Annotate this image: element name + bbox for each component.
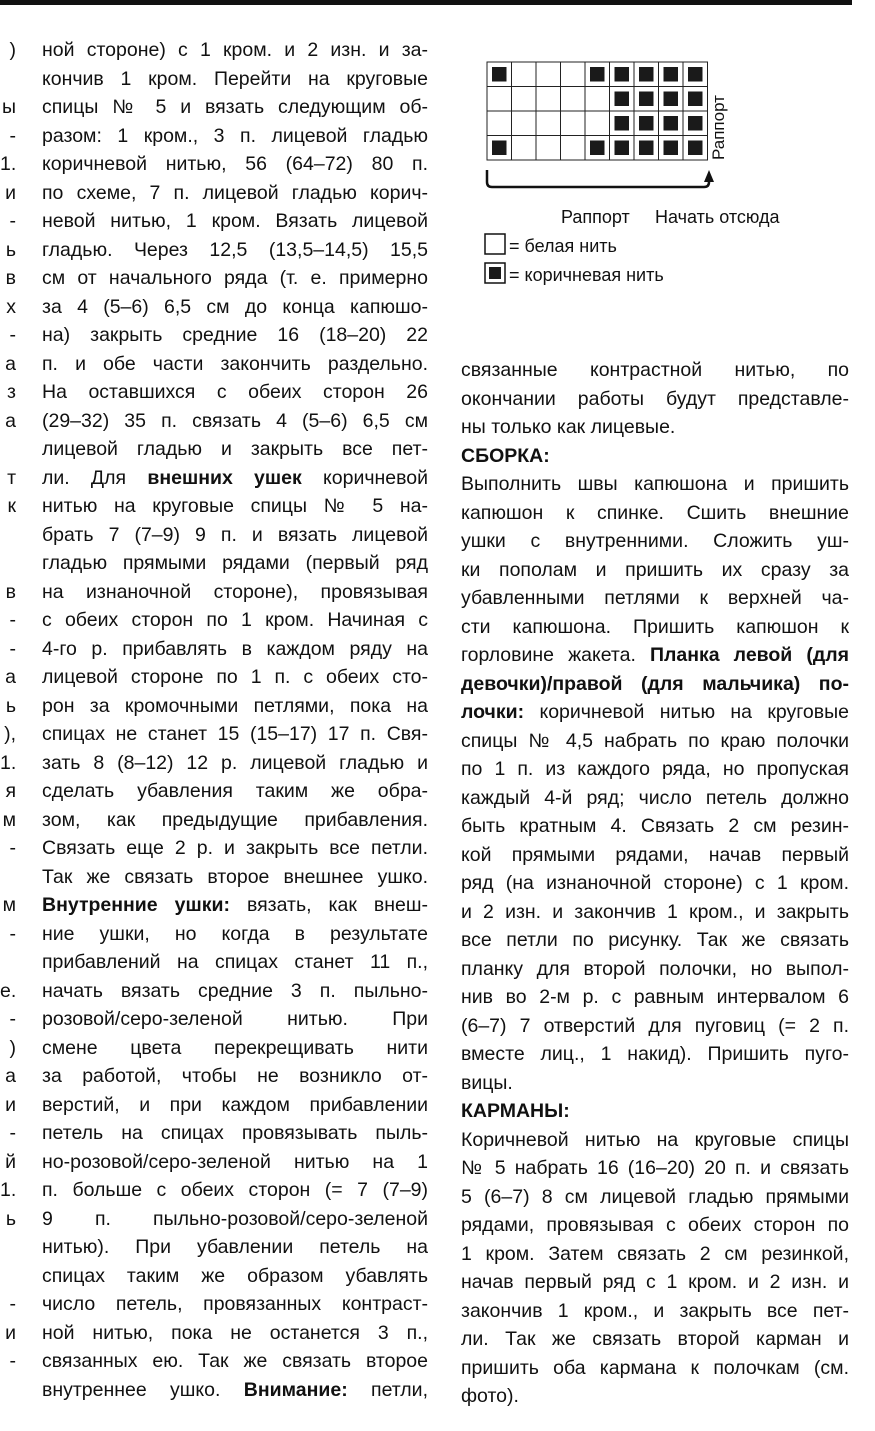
chart-stitch-brown <box>590 141 605 156</box>
text-line: рон за кромочными петлями, пока на <box>42 694 428 717</box>
left-fragment: - <box>9 210 16 232</box>
text-line: каждый 4-й ряд; число петель должно <box>461 786 849 809</box>
text-line: Коричневой нитью на круговые спицы <box>461 1128 849 1151</box>
chart-cell <box>561 111 586 136</box>
text-line: кой прямыми рядами, начав первый <box>461 843 849 866</box>
text-line: ряд (на изнаночной стороне) с 1 кром. <box>461 872 849 894</box>
left-fragment: - <box>9 324 16 346</box>
chart-cell <box>512 62 537 87</box>
left-fragment: - <box>9 1350 16 1372</box>
left-fragment: - <box>9 124 16 147</box>
chart-stitch-brown <box>688 92 703 107</box>
left-fragment: в <box>5 580 16 603</box>
left-fragment: и <box>5 1093 16 1116</box>
text-line: спицы № 5 и вязать следующим об- <box>42 96 428 118</box>
left-fragment: ь <box>5 694 16 717</box>
left-fragment: з <box>7 381 16 403</box>
start-arrow-icon <box>704 170 714 182</box>
left-fragment: ь <box>5 238 16 261</box>
text-line: разом: 1 кром., 3 п. лицевой гладью <box>42 124 428 147</box>
text-line: (6–7) 7 отверстий для пуговиц (= 2 п. <box>461 1014 849 1037</box>
chart-stitch-brown <box>492 141 507 156</box>
text-line: все петли по рисунку. Так же связать <box>461 929 849 951</box>
text-line: Выполнить швы капюшона и пришить <box>461 473 849 495</box>
chart-cell <box>487 111 512 136</box>
chart-cell <box>585 111 610 136</box>
left-fragment: - <box>9 637 16 660</box>
text-line: 1 кром. Затем связать 2 см резинкой, <box>461 1242 849 1265</box>
text-line: спицах таким же образом убавлять <box>42 1264 428 1287</box>
text-line: коричневой нитью, 56 (64–72) 80 п. <box>42 153 428 175</box>
text-line: верстий, и при каждом прибавлении <box>42 1093 428 1116</box>
chart-stitch-brown <box>664 67 679 82</box>
text-line: 5 (6–7) 8 см лицевой гладью прямыми <box>461 1185 849 1208</box>
chart-cell <box>512 111 537 136</box>
text-line: зом, как предыдущие прибавления. <box>42 808 428 831</box>
chart-cell <box>512 87 537 112</box>
left-fragment: е. <box>0 979 17 1002</box>
text-line: лицевой гладью и закрыть все пет- <box>42 438 428 460</box>
repeat-label-side: Раппорт <box>709 95 728 160</box>
text-line: с обеих сторон по 1 кром. Начиная с <box>42 609 428 631</box>
left-fragment: а <box>5 409 16 432</box>
text-line: фото). <box>461 1385 519 1407</box>
text-line: на) закрыть средние 16 (18–20) 22 <box>42 324 428 346</box>
text-run: петли, <box>371 1378 428 1401</box>
section-heading-assembly: СБОРКА: <box>461 444 550 467</box>
attention-label: Внимание: <box>243 1378 348 1401</box>
text-line: сти капюшона. Пришить капюшон к <box>461 615 849 638</box>
left-fragment: - <box>9 1008 16 1030</box>
text-line <box>42 1376 428 1405</box>
text-line: 9 п. пыльно-розовой/серо-зеленой <box>42 1207 428 1230</box>
left-fragment: в <box>5 267 16 289</box>
text-line: Связать еще 2 р. и закрыть все петли. <box>42 837 428 859</box>
chart-stitch-brown <box>615 67 630 82</box>
text-line: на изнаночной стороне), провязывая <box>42 580 428 603</box>
text-line <box>461 670 849 699</box>
middle-column <box>42 36 428 1404</box>
text-line: число петель, провязанных контраст- <box>42 1293 428 1315</box>
left-fragment: а <box>5 1065 16 1087</box>
text-line: розовой/серо-зеленой нитью. При <box>42 1008 428 1030</box>
text-line: капюшон к спинке. Сшить внешние <box>461 501 849 524</box>
chart-stitch-brown <box>492 67 507 82</box>
section-heading-placket-cont: девочки)/правой (для мальчика) по- <box>461 672 849 695</box>
start-here-label: Начать отсюда <box>655 207 780 227</box>
text-line: пришить оба кармана к полочкам (см. <box>461 1356 849 1379</box>
legend-brown-fill <box>489 267 501 279</box>
text-line: 4-го р. прибавлять в каждом ряду на <box>42 637 428 660</box>
text-line: сделать убавления таким же обра- <box>42 780 428 802</box>
text-line: нив во 2-м р. с равным интервалом 6 <box>461 986 849 1008</box>
left-fragment: ь <box>5 1207 16 1230</box>
text-line: гладью. Через 12,5 (13,5–14,5) 15,5 <box>42 238 428 261</box>
right-column <box>461 356 849 1411</box>
chart-stitch-brown <box>664 116 679 131</box>
chart-cell <box>536 62 561 87</box>
chart-cell <box>585 87 610 112</box>
text-line: брать 7 (7–9) 9 п. и вязать лицевой <box>42 523 428 546</box>
left-fragment <box>0 863 22 892</box>
text-line: гладью прямыми рядами (первый ряд <box>42 552 428 574</box>
text-line: кончив 1 кром. Перейти на круговые <box>42 67 428 90</box>
chart-stitch-brown <box>590 67 605 82</box>
text-line: связанных ею. Так же связать второе <box>42 1350 428 1372</box>
section-heading-placket: Планка левой (для <box>649 644 849 666</box>
knitting-chart <box>480 56 810 296</box>
text-line: убавленными петлями к верхней ча- <box>461 587 849 609</box>
chart-cell <box>561 136 586 161</box>
left-fragment: - <box>9 922 16 945</box>
left-fragment: х <box>6 295 16 318</box>
text-line: см от начального ряда (т. е. примерно <box>42 267 428 289</box>
text-line: № 5 набрать 16 (16–20) 20 п. и связать <box>461 1157 849 1179</box>
text-line: зать 8 (8–12) 12 р. лицевой гладью и <box>42 751 428 774</box>
section-heading-placket-end: лочки: <box>461 701 525 723</box>
section-heading-pockets: КАРМАНЫ: <box>461 1100 570 1122</box>
left-fragment <box>0 948 22 977</box>
text-line: спицы № 4,5 набрать по краю полочки <box>461 729 849 752</box>
left-fragment <box>0 1262 22 1291</box>
left-fragment: - <box>9 609 16 631</box>
legend-white-swatch <box>485 234 505 254</box>
text-run: горловине жакета. <box>461 644 636 666</box>
text-line: ной стороне) с 1 кром. и 2 изн. и за- <box>42 39 428 61</box>
text-line: начать вязать средние 3 п. пыльно- <box>42 979 428 1002</box>
text-line: петель на спицах провязывать пыль- <box>42 1122 428 1144</box>
text-line: ние ушки, но когда в результате <box>42 922 428 945</box>
text-line: и 2 изн. и закончив 1 кром., и закрыть <box>461 900 849 923</box>
repeat-bracket-bottom <box>487 170 709 187</box>
text-run: вязать, как внеш- <box>246 894 428 916</box>
left-fragment: т <box>7 466 16 489</box>
text-line: лицевой стороне по 1 п. с обеих сто- <box>42 666 428 688</box>
chart-stitch-brown <box>664 141 679 156</box>
chart-stitch-brown <box>639 92 654 107</box>
left-fragment: 1. <box>0 751 17 774</box>
text-line: смене цвета перекрещивать нити <box>42 1036 428 1059</box>
left-fragment <box>0 549 22 578</box>
text-run: коричневой нитью на круговые <box>539 701 849 723</box>
chart-stitch-brown <box>639 141 654 156</box>
text-line: невой нитью, 1 кром. Вязать лицевой <box>42 210 428 232</box>
text-line <box>42 464 428 493</box>
text-line: ны только как лицевые. <box>461 416 676 438</box>
left-fragment: 1. <box>0 153 17 175</box>
left-fragment: 1. <box>0 1179 17 1201</box>
text-line: за 4 (5–6) 6,5 см до конца капюшо- <box>42 295 428 318</box>
text-run: коричневой <box>323 466 428 489</box>
left-fragment: а <box>5 352 16 375</box>
chart-stitch-brown <box>615 141 630 156</box>
chart-stitch-brown <box>688 116 703 131</box>
left-fragment: й <box>5 1150 16 1173</box>
text-line: (29–32) 35 п. связать 4 (5–6) 6,5 см <box>42 409 428 432</box>
text-line <box>461 698 849 727</box>
left-fragment <box>0 521 22 550</box>
chart-stitch-brown <box>615 116 630 131</box>
text-line: вместе лиц., 1 накид). Пришить пуго- <box>461 1043 849 1065</box>
text-run: внутреннее ушко. <box>42 1378 221 1401</box>
text-line: спицах не станет 15 (15–17) 17 п. Свя- <box>42 723 428 745</box>
text-line: связанные контрастной нитью, по <box>461 359 849 381</box>
chart-cell <box>536 136 561 161</box>
left-fragment <box>0 65 22 94</box>
text-line: по 1 п. из каждого ряда, но пропуская <box>461 758 849 780</box>
text-line: п. больше с обеих сторон (= 7 (7–9) <box>42 1179 428 1201</box>
text-line: окончании работы будут представле- <box>461 387 849 410</box>
text-run: ли. Для <box>42 466 127 489</box>
text-line: прибавлений на спицах станет 11 п., <box>42 951 428 973</box>
left-fragment <box>0 1233 22 1262</box>
text-line: п. и обе части закончить раздельно. <box>42 352 428 375</box>
left-fragment: к <box>7 495 16 517</box>
text-line: На оставшихся с обеих сторон 26 <box>42 381 428 403</box>
text-line <box>461 641 849 670</box>
chart-stitch-brown <box>664 92 679 107</box>
chart-stitch-brown <box>688 141 703 156</box>
chart-cell <box>561 87 586 112</box>
text-line <box>42 891 428 920</box>
text-line: ки пополам и пришить их сразу за <box>461 558 849 581</box>
left-fragment: ) <box>9 39 16 61</box>
chart-cell <box>536 87 561 112</box>
left-fragment: и <box>5 181 16 204</box>
left-fragment: а <box>5 666 16 688</box>
text-line: рядами, провязывая с обеих сторон по <box>461 1214 849 1236</box>
legend-white-label: = белая нить <box>509 236 617 256</box>
text-line: Так же связать второе внешнее ушко. <box>42 865 428 888</box>
section-heading-inner-ears: Внутренние ушки: <box>42 894 230 916</box>
top-rule <box>0 0 852 5</box>
left-fragment: ) <box>9 1036 16 1059</box>
chart-stitch-brown <box>639 67 654 82</box>
text-line: ной нитью, пока не останется 3 п., <box>42 1321 428 1344</box>
text-line: по схеме, 7 п. лицевой гладью корич- <box>42 181 428 204</box>
text-line: планку для второй полочки, но выпол- <box>461 957 849 980</box>
repeat-label-bottom: Раппорт <box>561 207 630 227</box>
text-line: ушки с внутренними. Сложить уш- <box>461 530 849 552</box>
left-fragment <box>0 435 22 464</box>
chart-grid <box>487 62 708 160</box>
section-heading-outer-ears: внешних ушек <box>147 466 302 489</box>
chart-cell <box>487 87 512 112</box>
left-fragment: - <box>9 1293 16 1315</box>
chart-stitch-brown <box>688 67 703 82</box>
left-fragment: ), <box>4 723 16 745</box>
left-fragment: м <box>2 808 16 831</box>
chart-cell <box>512 136 537 161</box>
chart-cell <box>561 62 586 87</box>
text-line: нитью на круговые спицы № 5 на- <box>42 495 428 517</box>
chart-stitch-brown <box>639 116 654 131</box>
left-fragment: - <box>9 1122 16 1144</box>
chart-cell <box>536 111 561 136</box>
left-fragment: - <box>9 837 16 859</box>
text-line: за работой, чтобы не возникло от- <box>42 1065 428 1087</box>
text-line: ли. Так же связать второй карман и <box>461 1328 849 1350</box>
left-fragment: ы <box>1 96 16 118</box>
left-fragment: м <box>2 894 16 916</box>
chart-stitch-brown <box>615 92 630 107</box>
left-fragment: я <box>5 780 16 802</box>
legend-brown-label: = коричневая нить <box>509 265 664 285</box>
left-column-fragments <box>0 36 22 1376</box>
text-line: быть кратным 4. Связать 2 см резин- <box>461 815 849 837</box>
text-line: но-розовой/серо-зеленой нитью на 1 <box>42 1150 428 1173</box>
text-line: начав первый ряд с 1 кром. и 2 изн. и <box>461 1271 849 1293</box>
text-line: вицы. <box>461 1071 513 1094</box>
left-fragment: и <box>5 1321 16 1344</box>
text-line: закончив 1 кром., и закрыть все пет- <box>461 1299 849 1322</box>
text-line: нитью). При убавлении петель на <box>42 1236 428 1258</box>
